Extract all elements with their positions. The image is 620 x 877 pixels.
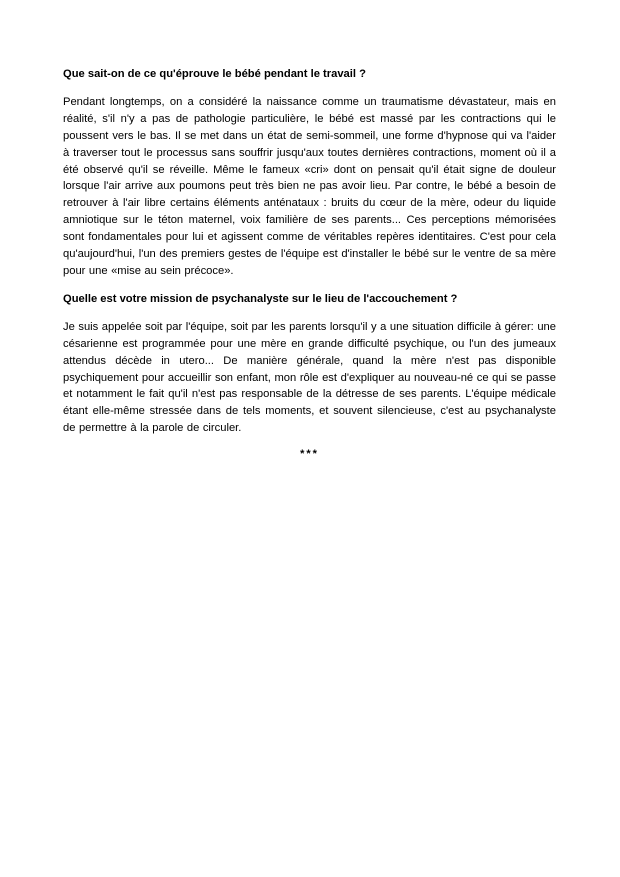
question-heading-1: Que sait-on de ce qu'éprouve le bébé pendant le travail ? (63, 68, 366, 80)
answer-paragraph-2: Je suis appelée soit par l'équipe, soit par les parents lorsqu'il y a une situation difficile à gérer: une césarienne est programmée pour une mère en grande difficulté psychique, ou l'un des jumeaux attendus décède in utero... De manière générale, quand la mère n'est pas disponible psychiquement pour accueillir son enfant, mon rôle est d'expliquer au nouveau-né ce qui se passe et notamment le fait qu'il n'est pas responsable de la détresse de ses parents. L'équipe médicale étant elle-même stressée dans de tels moments, et souvent silencieuse, c'est au psychanalyste de permettre à la parole de circuler. (63, 320, 556, 435)
question-heading-2: Quelle est votre mission de psychanalyste sur le lieu de l'accouchement ? (63, 292, 458, 305)
asterisk-separator: *** (300, 448, 319, 461)
answer-paragraph-1: Pendant longtemps, on a considéré la naissance comme un traumatisme dévastateur, mais en réalité, s'il n'y a pas de pathologie particulière, le bébé est massé par les contractions qui le poussent vers le bas. Il se met dans un état de semi-sommeil, une forme d'hypnose qui va l'aider à traverser tout le processus sans souffrir jusqu'aux toutes dernières contractions, moment où il a été observé qu'il se réveille. Même le fameux «cri» dont on pensait qu'il était signe de douleur lorsque l'air arrive aux poumons peut très bien ne pas avoir lieu. Par contre, le bébé a besoin de retrouver à l'air libre certains éléments anténataux : bruits du cœur de la mère, odeur du liquide amniotique sur le téton maternel, voix familière de ses parents... Ces perceptions mémorisées sont fondamentales pour lui et agissent comme de véritables repères identitaires. C'est pour cela qu'aujourd'hui, l'un des premiers gestes de l'équipe est d'installer le bébé sur le ventre de sa mère pour une «mise au sein précoce». (63, 95, 556, 277)
